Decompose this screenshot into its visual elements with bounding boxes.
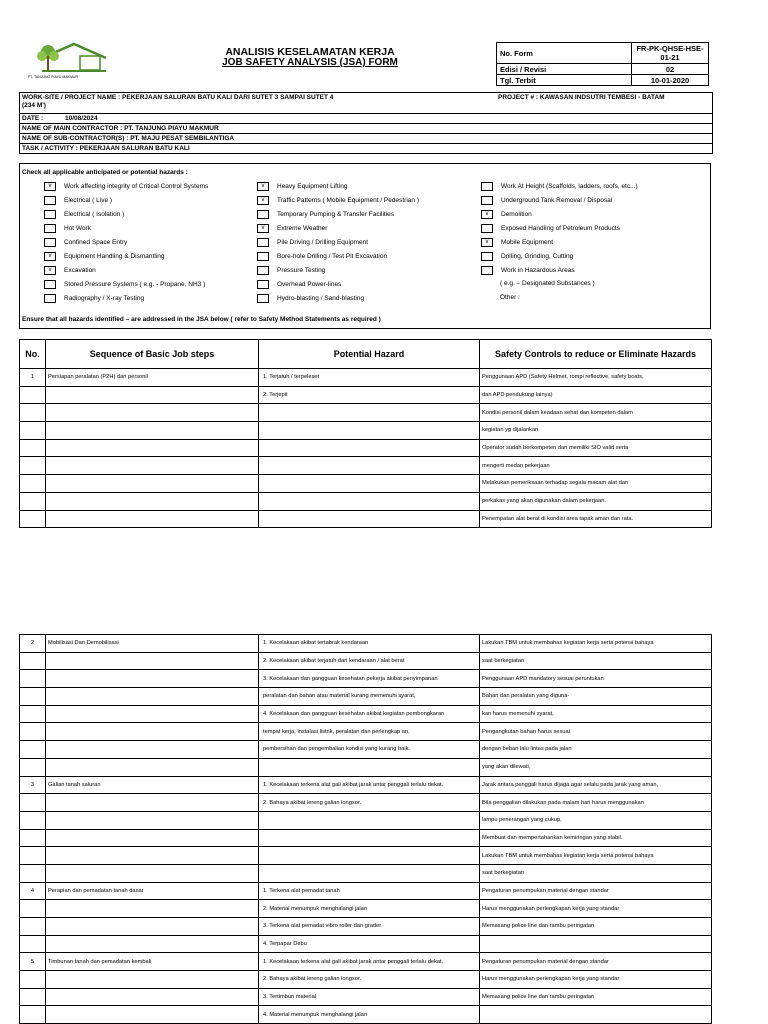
job-step [46,652,259,670]
jsa-row [20,864,712,882]
potential-hazard [259,475,480,493]
hazard-option [44,238,127,247]
potential-hazard: 2. Terjepit [259,386,480,404]
col-header-no: No. [20,340,46,369]
potential-hazard [259,758,480,776]
checkbox-unchecked[interactable] [481,266,493,275]
safety-control: Pengangkutan bahan harus sesuai [480,723,712,741]
potential-hazard: pembersihan dan pengembalian kondisi yang kurang baik. [259,741,480,759]
checkbox-unchecked[interactable] [257,252,269,261]
step-number [20,492,46,510]
step-number [20,900,46,918]
hazard-label: Exposed Handling of Petroleum Products [501,225,620,232]
step-number [20,688,46,706]
jsa-row [20,439,712,457]
safety-control: saat berkegiatan [480,652,712,670]
job-step: Galian tanah saluran [46,776,259,794]
checkbox-unchecked[interactable] [44,238,56,247]
step-number: 5 [20,953,46,971]
jsa-row [20,652,712,670]
potential-hazard: 3. Kecelakaan dan gangguan kesehatan pekerja akibat penyimpanan [259,670,480,688]
jsa-row [20,723,712,741]
safety-control: Harus menggunakan perlengkapan kerja yang standar [480,971,712,989]
potential-hazard: 1. Terjatuh / terpeleset [259,369,480,387]
meta-value: 10-01-2020 [632,75,709,86]
hazard-option [257,294,364,303]
safety-control: dengan beban lalu lintas pada jalan [480,741,712,759]
safety-control: kegiatan yg dijalankan [480,422,712,440]
hazard-label: Electrical ( Isolation ) [64,211,125,218]
potential-hazard: 4. Terpapar Debu [259,935,480,953]
worksite-length: (234 M') [22,102,46,109]
checkbox-unchecked[interactable] [257,266,269,275]
meta-row [497,43,709,64]
step-number [20,723,46,741]
jsa-row [20,811,712,829]
hazard-option [44,182,208,191]
safety-control: Penempatan alat berat di kondisi area tapak aman dan rata. [480,510,712,528]
jsa-row [20,404,712,422]
checkbox-unchecked[interactable] [44,196,56,205]
hazard-option [257,182,347,191]
step-number: 2 [20,635,46,653]
job-step [46,918,259,936]
safety-control: Memasang police line dan rambu peringatan [480,988,712,1006]
form-title-id: ANALISIS KESELAMATAN KERJA [225,46,395,58]
safety-control: Bila penggalian dilakukan pada malam hari harus menggunakan [480,794,712,812]
job-step: Timbunan tanah dan pemadatan kembali [46,953,259,971]
col-header-steps: Sequence of Basic Job steps [46,340,259,369]
hazard-option [481,182,638,191]
step-number [20,475,46,493]
date-row [20,114,712,124]
hazard-option [481,196,612,205]
potential-hazard: 4. Kecelakaan dan gangguan kesehatan akibat kegiatan pembongkaran [259,705,480,723]
jsa-row [20,422,712,440]
jsa-row [20,1006,712,1024]
hazard-header: Check all applicable anticipated or potential hazards : [22,169,188,176]
form-title-en: JOB SAFETY ANALYSIS (JSA) FORM [222,57,398,68]
hazard-label: Traffic Patterns ( Mobile Equipment / Pedestrian ) [277,197,419,204]
job-step: Persiapan peralatan (P2H) dan personil [46,369,259,387]
jsa-row [20,776,712,794]
job-step [46,386,259,404]
job-step [46,670,259,688]
jsa-row [20,741,712,759]
step-number [20,670,46,688]
step-number [20,652,46,670]
potential-hazard: peralatan dan bahan atau material kurang memenuhi syarat, [259,688,480,706]
jsa-table-page2 [19,634,712,1024]
safety-control: dan APD pendukung lainya) [480,386,712,404]
hazard-option [44,280,205,289]
hazard-option [44,224,91,233]
job-step [46,492,259,510]
safety-control [480,935,712,953]
jsa-row [20,386,712,404]
job-step [46,811,259,829]
hazard-label: Electrical ( Live ) [64,197,113,204]
job-step [46,741,259,759]
job-step [46,794,259,812]
hazard-label: Demolition [501,211,532,218]
step-number [20,457,46,475]
jsa-row [20,829,712,847]
form-meta-table [496,42,709,86]
potential-hazard: 1. Kecelakaan akibat tertabrak kendaraan [259,635,480,653]
checkbox-unchecked[interactable] [481,252,493,261]
job-step [46,404,259,422]
hazard-option [257,238,368,247]
hazard-option [44,196,112,205]
job-step [46,971,259,989]
potential-hazard [259,811,480,829]
meta-row [497,64,709,75]
checkbox-unchecked[interactable] [44,294,56,303]
hazard-label: Mobile Equipment [501,239,554,246]
jsa-row [20,900,712,918]
job-step [46,847,259,865]
project-number: PROJECT # : KAWASAN INDSUTRI TEMBESI - BATAM [498,94,665,101]
potential-hazard: 3. Tertimbun material [259,988,480,1006]
hazard-label: Hot Work [64,225,91,232]
safety-control: Kondisi personil dalam keadaan sehat dan kompeten dalam [480,404,712,422]
safety-control: kan harus memenuhi syarat, [480,705,712,723]
checkbox-unchecked[interactable] [257,294,269,303]
safety-control: Membuat dan mempertahankan kemiringan yang stabil. [480,829,712,847]
potential-hazard [259,864,480,882]
meta-label: Tgl. Terbit [497,75,632,86]
jsa-header-row [20,340,712,369]
hazard-label: Work in Hazardous Areas [501,267,575,274]
hazard-label: Extreme Weather [277,225,328,232]
jsa-row [20,971,712,989]
worksite-text: WORK-SITE / PROJECT NAME : PEKERJAAN SALURAN BATU KALI DARI SUTET 3 SAMPAI SUTET 4 [22,94,334,101]
safety-control: Operator sudah berkompeten dan memiliki SIO valid serta [480,439,712,457]
potential-hazard [259,422,480,440]
potential-hazard: 2. Kecelakaan akibat terjatuh dari kendaraan / alat berat [259,652,480,670]
potential-hazard [259,492,480,510]
meta-row [497,75,709,86]
meta-value: 02 [632,64,709,75]
safety-control: Harus menggunakan perlengkapan kerja yang standar [480,900,712,918]
step-number [20,404,46,422]
jsa-row [20,882,712,900]
sub-contractor-row: NAME OF SUB-CONTRACTOR(S) : PT. MAJU PESAT SEMBILANTIGA [20,134,712,144]
safety-control: mengerti medan pekerjaan [480,457,712,475]
jsa-row [20,670,712,688]
hazard-option [257,210,394,219]
other-hazard-label: Other : [500,294,520,301]
safety-control: Pengaturan penumpukan material dengan standar [480,882,712,900]
main-contractor-row: NAME OF MAIN CONTRACTOR : PT. TANJUNG PIAYU MAKMUR [20,124,712,134]
step-number [20,386,46,404]
safety-control: Memasang police line dan rambu peringatan [480,918,712,936]
step-number: 4 [20,882,46,900]
job-step: Perapian dan pemadatan tanah dasar [46,882,259,900]
potential-hazard: 2. Bahaya akibat lereng galian longsor. [259,971,480,989]
step-number [20,705,46,723]
checkbox-unchecked[interactable] [481,196,493,205]
step-number [20,811,46,829]
step-number [20,422,46,440]
hazard-label: Underground Tank Removal / Disposal [501,197,613,204]
job-step [46,705,259,723]
checkbox-unchecked[interactable] [44,210,56,219]
safety-control: Melakukan pemeriksaan terhadap segala macam alat dan [480,475,712,493]
hazard-option [44,210,124,219]
safety-control: Pengaturan penumpukan material dengan standar [480,953,712,971]
hazard-option [44,266,96,275]
step-number [20,741,46,759]
potential-hazard: 3. Terkena alat pemadat vibro roller dan grader [259,918,480,936]
potential-hazard [259,404,480,422]
designated-substances-note: ( e.g. – Designated Substances ) [500,280,595,287]
checkbox-unchecked[interactable] [257,238,269,247]
potential-hazard [259,439,480,457]
checkbox-checked[interactable]: v [481,238,493,247]
hazard-label: Work affecting integrity of Critical Control Systems [64,183,209,190]
hazard-option [257,196,419,205]
jsa-row [20,492,712,510]
job-step [46,829,259,847]
hazard-checklist [19,163,711,329]
safety-control: Jarak antara penggali harus dijaga agar selalu pada jarak yang aman, [480,776,712,794]
step-number [20,829,46,847]
hazard-option [257,266,325,275]
job-step [46,475,259,493]
potential-hazard [259,510,480,528]
hazard-footer: Ensure that all hazards identified – are addressed in the JSA below ( refer to Safety Method Statements as required ) [22,316,381,323]
safety-control: Bahan dan peralatan yang diguna- [480,688,712,706]
checkbox-checked[interactable]: v [44,252,56,261]
checkbox-checked[interactable]: v [44,266,56,275]
jsa-row [20,457,712,475]
safety-control: Penggunaan APD mandatory sesuai peruntukan [480,670,712,688]
project-info [19,92,713,154]
meta-value: FR-PK-QHSE-HSE-01-21 [632,43,709,64]
hazard-option [257,252,387,261]
hazard-option [257,280,341,289]
hazard-label: Heavy Equipment Lifting [277,183,348,190]
checkbox-checked[interactable]: v [257,182,269,191]
jsa-row [20,475,712,493]
potential-hazard: 1. Kecelakaan terkena alat gali akibat jarak antar penggali terlalu dekat. [259,776,480,794]
step-number [20,918,46,936]
logo-caption: PT. TANJUNG PIAYU MAKMUR [28,75,78,79]
safety-control: Lakukan TBM untuk membahas kegiatan kerja serta potensi bahaya [480,635,712,653]
step-number [20,439,46,457]
safety-control: saat berkegiatan [480,864,712,882]
hazard-label: Radiography / X-ray Testing [64,295,145,302]
hazard-label: Confined Space Entry [64,239,128,246]
hazard-option [257,224,327,233]
jsa-row [20,988,712,1006]
job-step [46,457,259,475]
jsa-row [20,918,712,936]
job-step [46,1006,259,1024]
hazard-label: Stored Pressure Systems ( e.g. - Propane, NH3 ) [64,281,206,288]
safety-control [480,1006,712,1024]
job-step [46,864,259,882]
checkbox-checked[interactable]: v [257,196,269,205]
hazard-label: Bore-hole Drilling / Test Pit Excavation [277,253,388,260]
checkbox-unchecked[interactable] [44,224,56,233]
checkbox-unchecked[interactable] [481,224,493,233]
potential-hazard: 2. Material menumpuk menghalangi jalan [259,900,480,918]
hazard-label: Hydro-blasting / Sand-blasting [277,295,365,302]
potential-hazard [259,829,480,847]
checkbox-checked[interactable]: v [257,224,269,233]
potential-hazard [259,457,480,475]
jsa-table-page1 [19,339,712,528]
potential-hazard: tempat kerja, instalasi listrik, peralatan dan perlengkap an, [259,723,480,741]
potential-hazard: 1. Terkena alat pemadat tanah [259,882,480,900]
checkbox-unchecked[interactable] [44,280,56,289]
jsa-row [20,510,712,528]
jsa-row [20,847,712,865]
worksite-row [20,93,712,114]
job-step [46,758,259,776]
checkbox-checked[interactable]: v [481,210,493,219]
col-header-controls: Safety Controls to reduce or Eliminate Hazards [480,340,712,369]
meta-label: No. Form [497,43,632,64]
hazard-label: Pile Driving / Drilling Equipment [277,239,369,246]
date-label: DATE : [22,115,44,122]
hazard-label: Excavation [64,267,96,274]
hazard-label: Temporary Pumping & Transfer Facilities [277,211,395,218]
job-step [46,439,259,457]
potential-hazard: 2. Bahaya akibat lereng galian longsor. [259,794,480,812]
job-step: Mobilisasi Dan Demobilisasi [46,635,259,653]
jsa-row [20,688,712,706]
jsa-row [20,369,712,387]
task-row: TASK / ACTIVITY : PEKERJAAN SALURAN BATU KALI [20,144,712,154]
safety-control: Lakukan TBM untuk membahas kegiatan kerja serta potensi bahaya [480,847,712,865]
hazard-label: Drilling, Grinding, Cutting [501,253,574,260]
safety-control: yang akan dilewati, [480,758,712,776]
hazard-option [44,252,164,261]
step-number [20,864,46,882]
checkbox-unchecked[interactable] [257,210,269,219]
col-header-hazard: Potential Hazard [259,340,480,369]
step-number [20,988,46,1006]
hazard-label: Pressure Testing [277,267,326,274]
step-number [20,758,46,776]
hazard-label: Work At Height (Scaffolds, ladders, roofs, etc...) [501,183,638,190]
hazard-option [481,266,575,275]
date-value: 10/08/2024 [65,115,98,122]
jsa-row [20,705,712,723]
hazard-option [481,224,620,233]
jsa-row [20,935,712,953]
jsa-row [20,953,712,971]
jsa-row [20,794,712,812]
job-step [46,422,259,440]
step-number [20,510,46,528]
job-step [46,723,259,741]
step-number: 1 [20,369,46,387]
step-number [20,935,46,953]
checkbox-unchecked[interactable] [481,182,493,191]
step-number: 3 [20,776,46,794]
safety-control: lampu penerangan yang cukup, [480,811,712,829]
hazard-label: Equipment Handling & Dismantling [64,253,165,260]
job-step [46,688,259,706]
hazard-label: Overhead Power-lines [277,281,342,288]
checkbox-checked[interactable]: v [44,182,56,191]
job-step [46,900,259,918]
job-step [46,510,259,528]
hazard-option [481,252,573,261]
job-step [46,935,259,953]
meta-label: Edisi / Revisi [497,64,632,75]
jsa-row [20,635,712,653]
safety-control: Penggunaan APD (Safety Helmet, rompi reflective, safety boats, [480,369,712,387]
hazard-option [44,294,144,303]
job-step [46,988,259,1006]
jsa-row [20,758,712,776]
potential-hazard: 1. Kecelakaan terkena alat gali akibat jarak antar penggali terlalu dekat. [259,953,480,971]
step-number [20,971,46,989]
step-number [20,1006,46,1024]
checkbox-unchecked[interactable] [257,280,269,289]
safety-control: perkakas yang akan digunakan dalam pekerjaan. [480,492,712,510]
potential-hazard: 4. Material menumpuk menghalangi jalan [259,1006,480,1024]
step-number [20,794,46,812]
hazard-option [481,210,532,219]
step-number [20,847,46,865]
hazard-option [481,238,553,247]
potential-hazard [259,847,480,865]
